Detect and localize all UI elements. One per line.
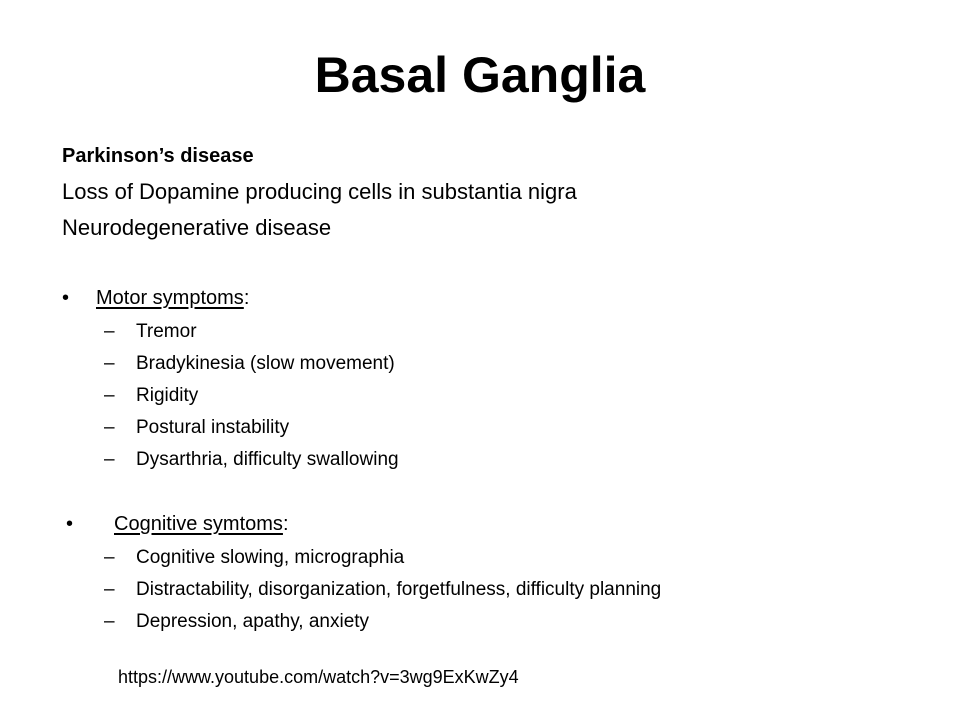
dash-icon: – <box>104 353 115 374</box>
intro-block <box>62 138 922 246</box>
dash-icon: – <box>104 417 115 438</box>
list-item <box>104 606 922 638</box>
motor-heading <box>96 280 249 316</box>
list-item <box>104 444 922 476</box>
intro-line-2: Neurodegenerative disease <box>62 215 332 240</box>
dash-icon: – <box>104 449 115 470</box>
dash-icon: – <box>104 611 115 632</box>
bullet-icon: • <box>66 513 74 535</box>
motor-section <box>62 280 922 476</box>
list-item <box>104 348 922 380</box>
cognitive-heading <box>114 506 289 542</box>
motor-bullet-row <box>62 280 922 316</box>
list-item-text: Rigidity <box>136 385 199 406</box>
cognitive-list <box>104 542 922 638</box>
dash-icon: – <box>104 385 115 406</box>
list-item-text: Cognitive slowing, micrographia <box>136 547 405 568</box>
list-item <box>104 574 922 606</box>
list-item <box>104 542 922 574</box>
intro-line-1: Loss of Dopamine producing cells in substantia nigra <box>62 179 577 204</box>
cognitive-section <box>62 506 922 638</box>
list-item-text: Distractability, disorganization, forgetfulness, difficulty planning <box>136 579 662 600</box>
motor-heading-suffix: : <box>243 287 250 309</box>
dash-icon: – <box>104 547 115 568</box>
intro-heading: Parkinson’s disease <box>62 145 254 167</box>
dash-icon: – <box>104 321 115 342</box>
list-item-text: Depression, apathy, anxiety <box>136 611 370 632</box>
list-item-text: Postural instability <box>136 417 290 438</box>
bullet-icon: • <box>62 287 70 309</box>
source-url: https://www.youtube.com/watch?v=3wg9ExKwZy4 <box>118 667 519 687</box>
list-item-text: Dysarthria, difficulty swallowing <box>136 449 399 470</box>
list-item <box>104 412 922 444</box>
slide-title: Basal Ganglia <box>314 47 646 103</box>
motor-list <box>104 316 922 476</box>
list-item <box>104 316 922 348</box>
cognitive-heading-suffix: : <box>282 513 289 535</box>
list-item-text: Tremor <box>136 321 197 342</box>
cognitive-bullet-row <box>62 506 922 542</box>
list-item-text: Bradykinesia (slow movement) <box>136 353 395 374</box>
list-item <box>104 380 922 412</box>
cognitive-heading-label: Cognitive symtoms <box>114 513 283 535</box>
dash-icon: – <box>104 579 115 600</box>
motor-heading-label: Motor symptoms <box>96 287 244 309</box>
